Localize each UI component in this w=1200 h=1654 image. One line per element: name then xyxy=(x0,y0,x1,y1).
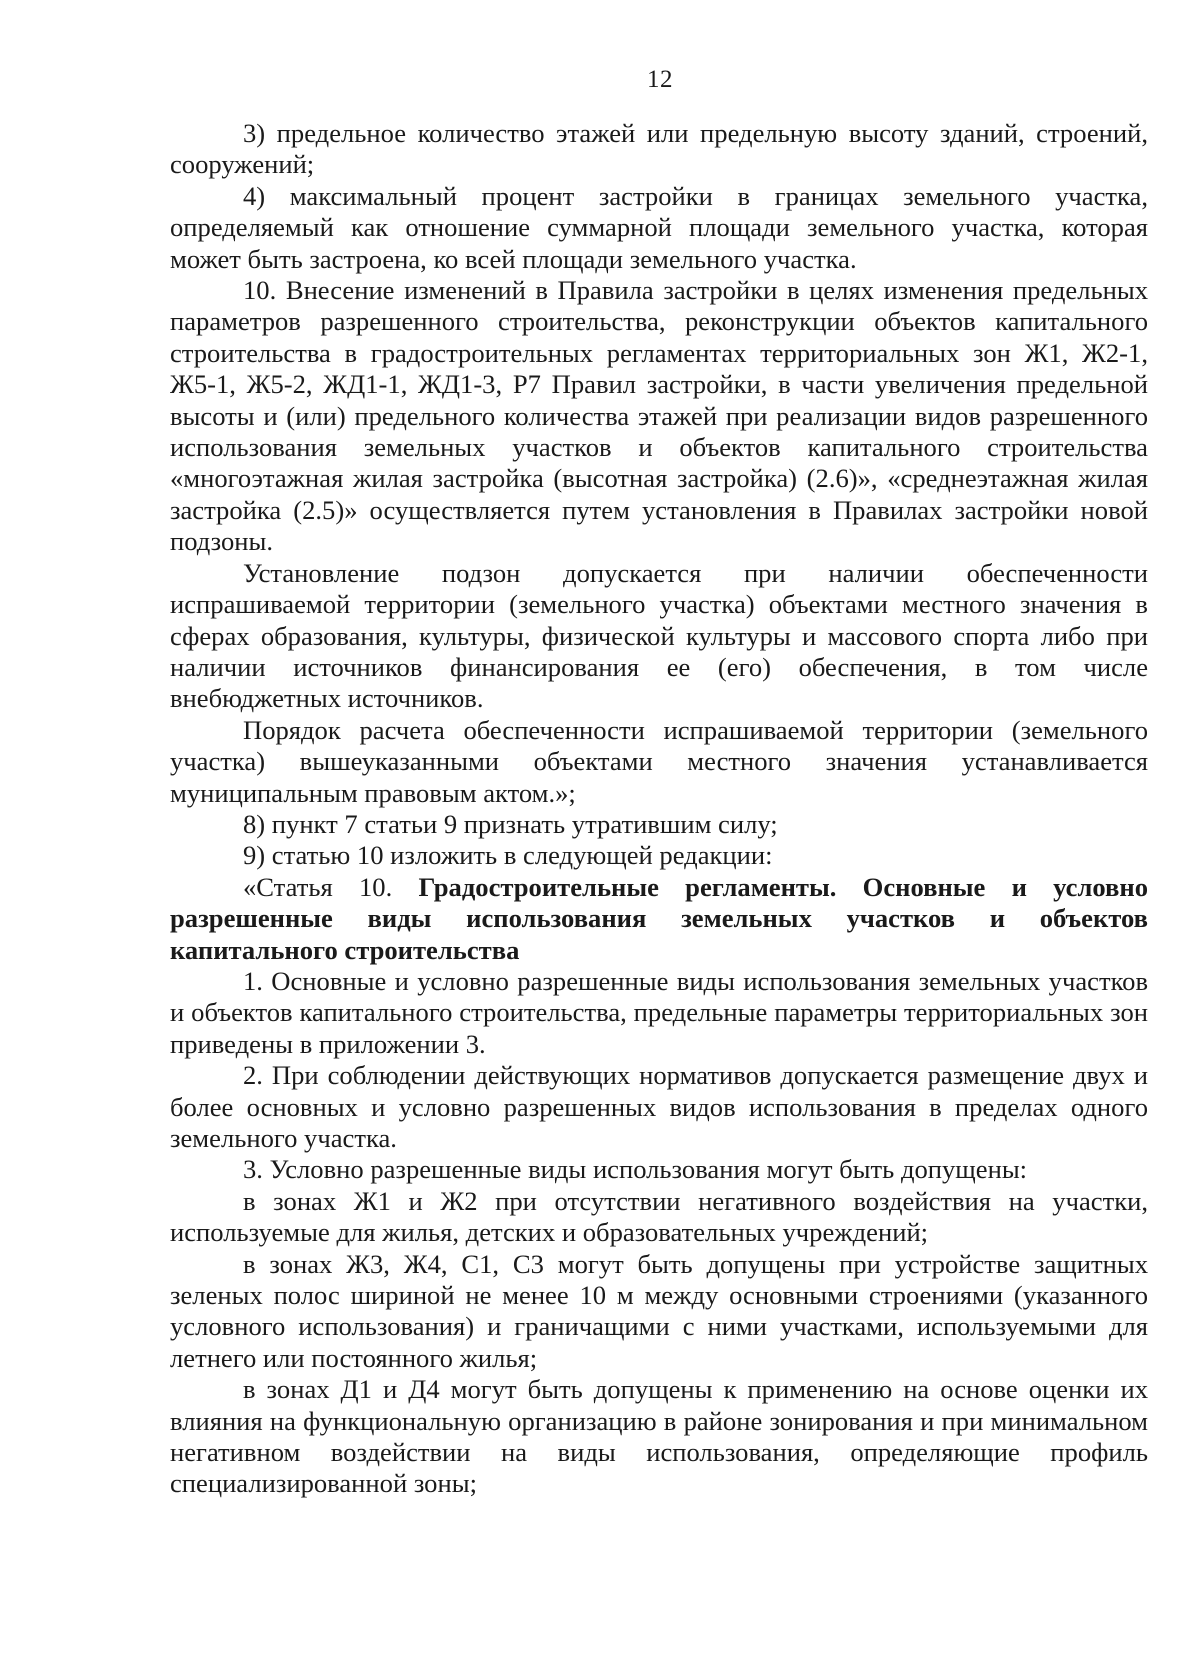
paragraph-item-3: 3) предельное количество этажей или предельную высоту зданий, строений, сооружений; xyxy=(170,118,1148,180)
paragraph-section-10: 10. Внесение изменений в Правила застройки в целях изменения предельных параметров разрешенного строительства, реконструкции объектов капитального строительства в градостроительных регламентах территориальных зон Ж1, Ж2-1, Ж5-1, Ж5-2, ЖД1-1, ЖД1-3, Р7 Правил застройки, в части увеличения предельной высоты и (или) предельного количества этажей при реализации видов разрешенного использования земельных участков и объектов капитального строительства «многоэтажная жилая застройка (высотная застройка) (2.6)», «среднеэтажная жилая застройка (2.5)» осуществляется путем установления в Правилах застройки новой подзоны. xyxy=(170,275,1148,557)
article-paragraph-2: 2. При соблюдении действующих нормативов допускается размещение двух и более основных и условно разрешенных видов использования в пределах одного земельного участка. xyxy=(170,1060,1148,1153)
page-number: 12 xyxy=(647,66,673,93)
paragraph-item-9: 9) статью 10 изложить в следующей редакции: xyxy=(243,840,773,871)
article-prefix: «Статья 10. xyxy=(243,871,419,902)
article-zones-d1-d4: в зонах Д1 и Д4 могут быть допущены к применению на основе оценки их влияния на функциональную организацию в районе зонирования и при минимальном негативном воздействии на виды использования, определяющие профиль специализированной зоны; xyxy=(170,1374,1148,1499)
article-zones-zh3-zh4-s1-s3: в зонах Ж3, Ж4, С1, С3 могут быть допущены при устройстве защитных зеленых полос шириной не менее 10 м между основными строениями (указанного условного использования) и граничащими с ними участками, используемыми для летнего или постоянного жилья; xyxy=(170,1248,1148,1373)
article-paragraph-1: 1. Основные и условно разрешенные виды использования земельных участков и объектов капитального строительства, предельные параметры территориальных зон приведены в приложении 3. xyxy=(170,965,1148,1059)
paragraph-item-4: 4) максимальный процент застройки в границах земельного участка, определяемый как отношение суммарной площади земельного участка, которая может быть застроена, ко всей площади земельного участка. xyxy=(170,180,1148,274)
paragraph-subzones: Установление подзон допускается при наличии обеспеченности испрашиваемой территории (земельного участка) объектами местного значения в сферах образования, культуры, физической культуры и массового спорта либо при наличии источников финансирования ее (его) обеспечения, в том числе внебюджетных источников. xyxy=(170,557,1148,714)
article-title: Градостроительные регламенты. Основные и условно разрешенные виды использования земельных участков и объектов капитального строительства xyxy=(170,871,1148,965)
article-paragraph-3: 3. Условно разрешенные виды использования могут быть допущены: xyxy=(243,1154,1028,1185)
article-heading xyxy=(170,872,1148,966)
document-body xyxy=(170,118,1148,1500)
paragraph-item-8: 8) пункт 7 статьи 9 признать утратившим силу; xyxy=(243,808,778,839)
article-zones-zh1-zh2: в зонах Ж1 и Ж2 при отсутствии негативного воздействия на участки, используемые для жилья, детских и образовательных учреждений; xyxy=(170,1185,1148,1248)
paragraph-calculation-order: Порядок расчета обеспеченности испрашиваемой территории (земельного участка) вышеуказанными объектами местного значения устанавливается муниципальным правовым актом.»; xyxy=(170,714,1148,808)
